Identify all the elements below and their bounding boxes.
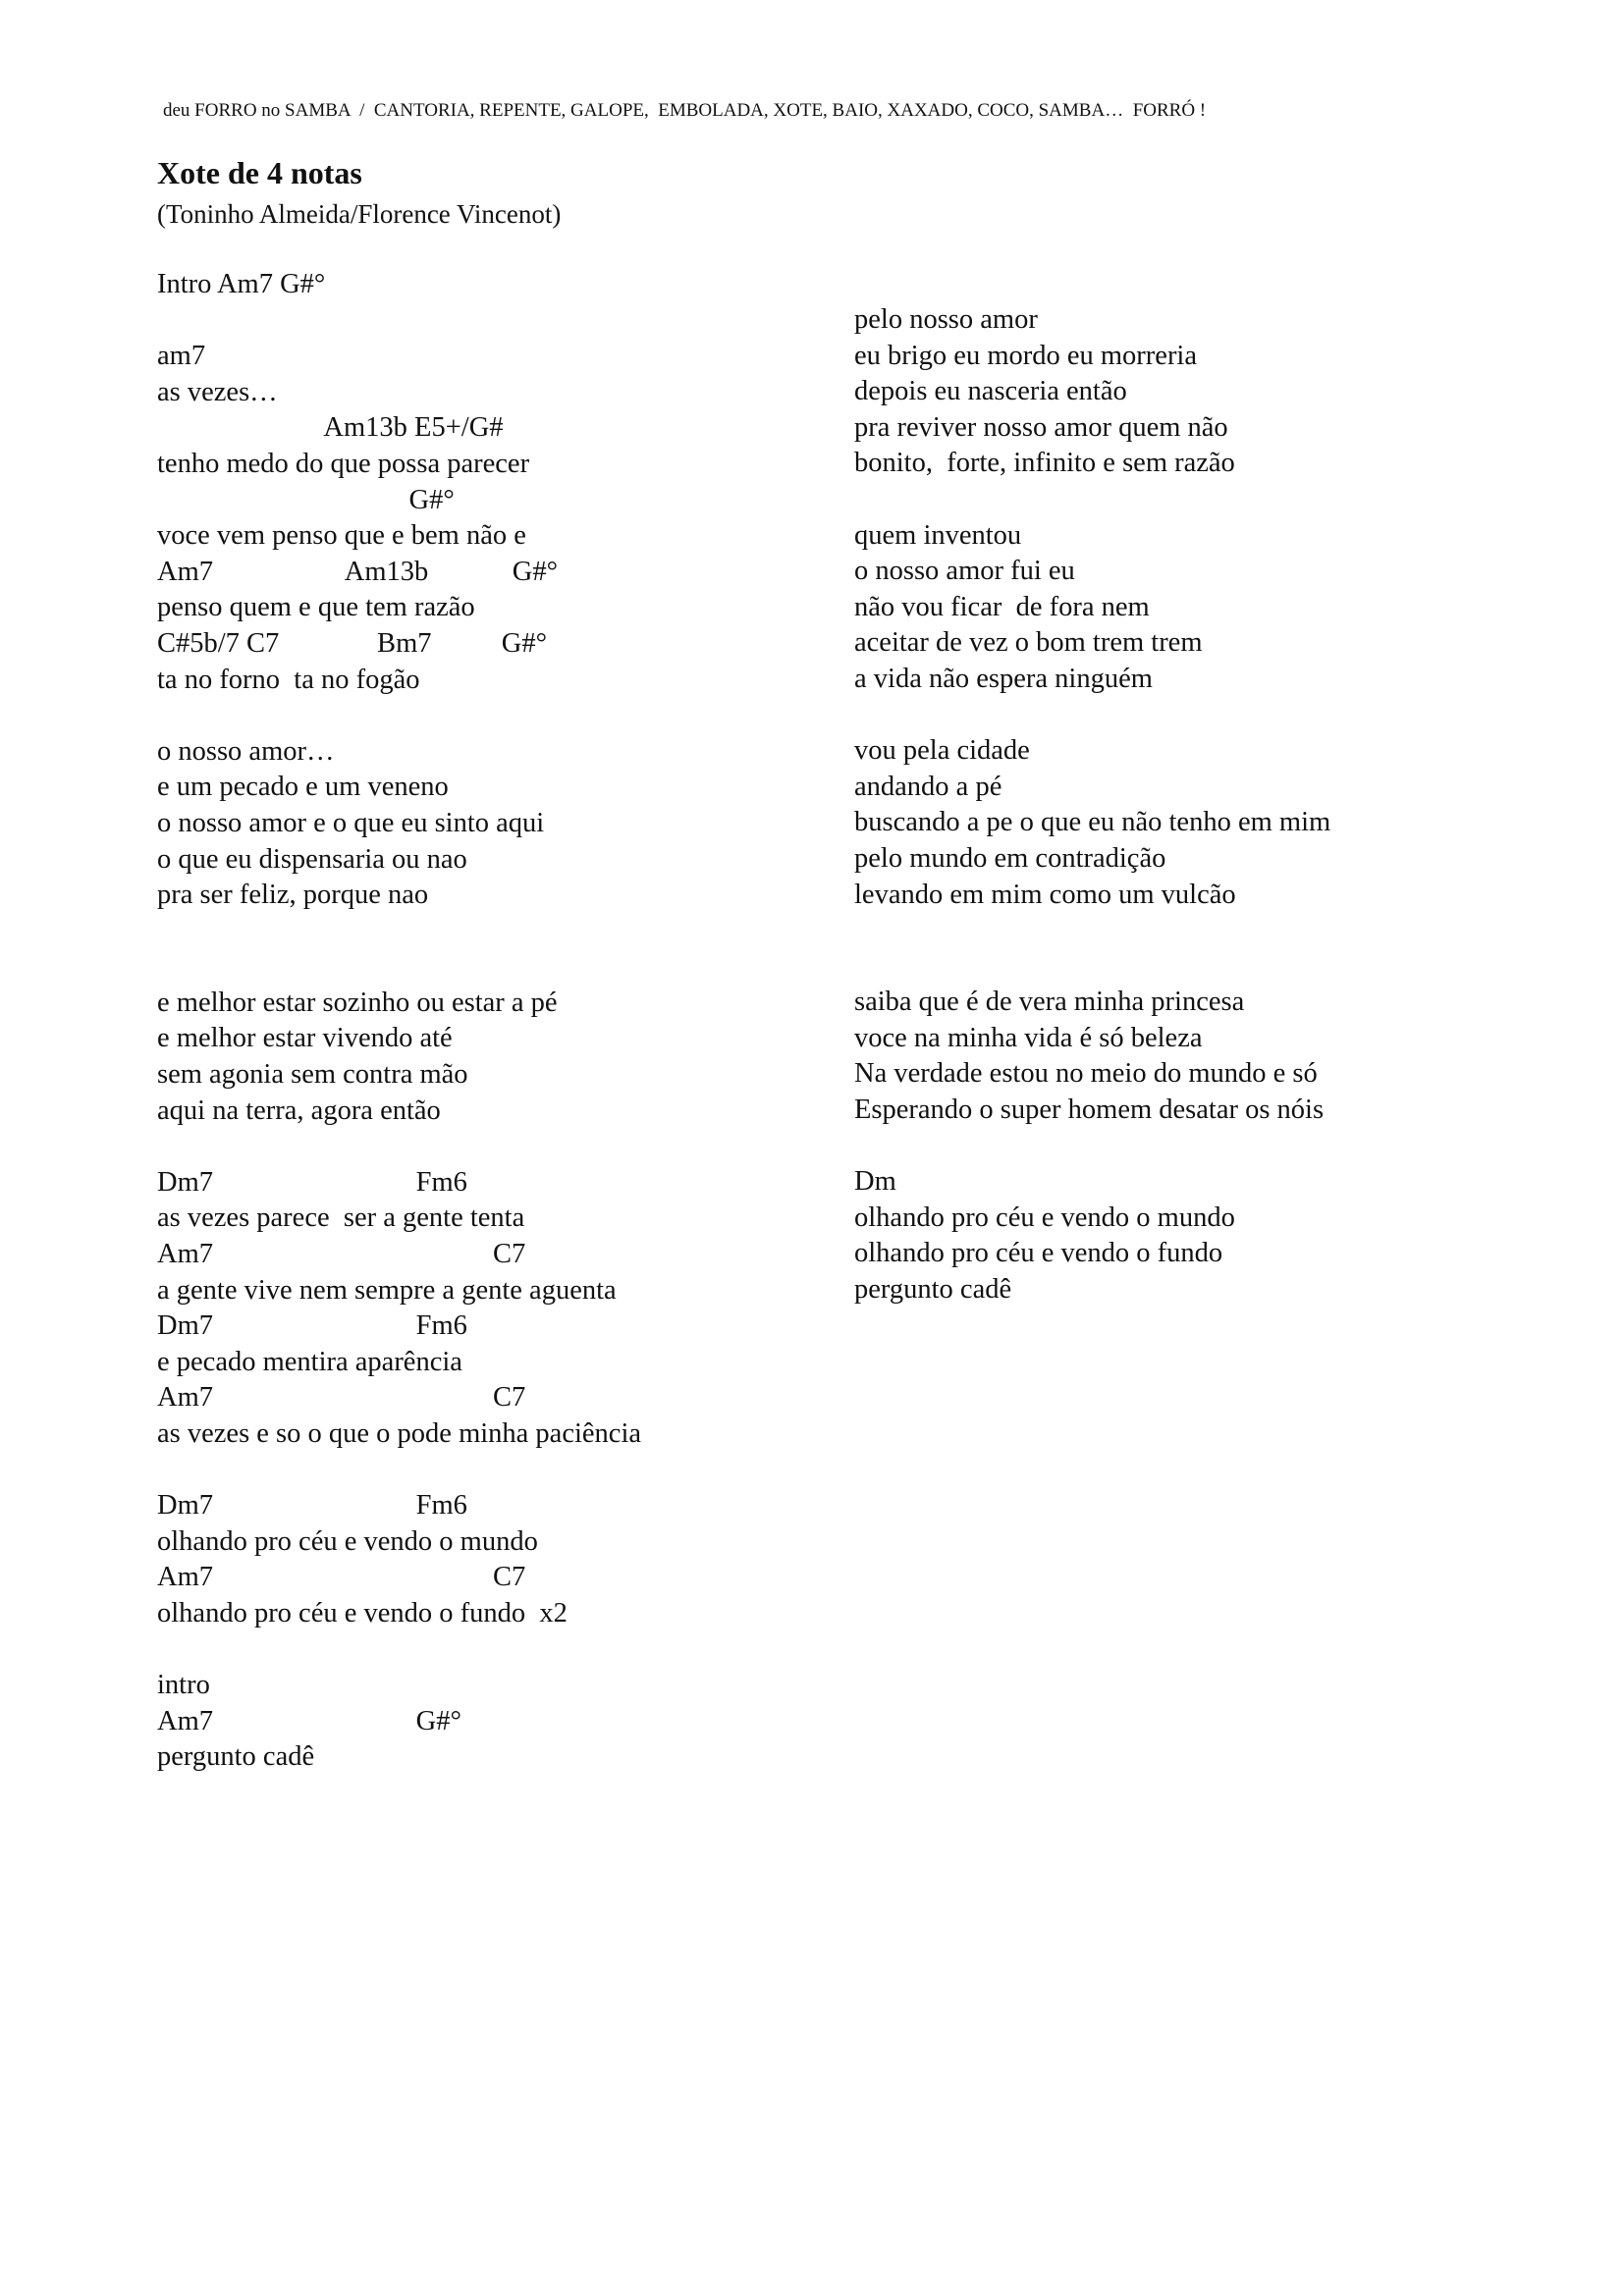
lyric-line: levando em mim como um vulcão — [854, 879, 1236, 910]
lyric-line: as vezes parece ser a gente tenta — [157, 1202, 525, 1234]
lyric-line: pra reviver nosso amor quem não — [854, 411, 1228, 443]
lyric-line: bonito, forte, infinito e sem razão — [854, 448, 1235, 479]
lyric-line: e um pecado e um veneno — [157, 772, 449, 803]
lyric-line: penso quem e que tem razão — [157, 592, 475, 623]
lyric-line: Dm7 Fm6 — [157, 1310, 467, 1342]
lyric-line: as vezes e so o que o pode minha paciência — [157, 1418, 642, 1449]
blank-line — [157, 1453, 641, 1489]
blank-line — [157, 1632, 641, 1669]
lyric-line: a vida não espera ninguém — [854, 663, 1153, 694]
page-header: deu FORRO no SAMBA / CANTORIA, REPENTE, GALOPE, EMBOLADA, XOTE, BAIO, XAXADO, COCO, SAMBA… FORRÓ ! — [163, 100, 1207, 121]
lyric-line: Am7 C7 — [157, 1562, 526, 1593]
lyric-line: voce vem penso que e bem não e — [157, 520, 526, 552]
lyric-line: buscando a pe o que eu não tenho em mim — [854, 807, 1331, 838]
lyric-line: pergunto cadê — [157, 1741, 315, 1773]
lyric-line: intro — [157, 1670, 210, 1701]
lyric-line: o nosso amor fui eu — [854, 556, 1075, 587]
blank-line — [157, 914, 641, 950]
lyric-line: Am13b E5+/G# — [157, 412, 504, 444]
blank-line — [854, 949, 1330, 986]
song-title: Xote de 4 notas — [157, 155, 362, 190]
lyric-line: Dm — [854, 1166, 896, 1198]
lyric-line: Dm7 Fm6 — [157, 1490, 467, 1522]
lyric-line: ta no forno ta no fogão — [157, 664, 420, 695]
lyric-line: Am7 Am13b G#° — [157, 556, 559, 587]
lyric-line: aceitar de vez o bom trem trem — [854, 627, 1203, 659]
blank-line — [854, 1129, 1330, 1165]
lyric-line: olhando pro céu e vendo o mundo — [854, 1201, 1235, 1233]
blank-line — [854, 698, 1330, 734]
blank-line — [157, 1129, 641, 1165]
blank-line — [157, 698, 641, 734]
lyric-line: olhando pro céu e vendo o fundo — [854, 1238, 1223, 1269]
lyrics-right-column — [854, 302, 1330, 1308]
lyric-line: olhando pro céu e vendo o fundo x2 — [157, 1597, 568, 1629]
lyric-line: as vezes… — [157, 376, 278, 407]
lyric-line: Esperando o super homem desatar os nóis — [854, 1095, 1325, 1126]
lyric-line: depois eu nasceria então — [854, 376, 1127, 407]
lyric-line: am7 — [157, 341, 206, 372]
lyric-line: não vou ficar de fora nem — [854, 591, 1150, 622]
lyric-line: andando a pé — [854, 771, 1002, 802]
lyric-line: quem inventou — [854, 519, 1022, 551]
lyric-line: pra ser feliz, porque nao — [157, 880, 429, 911]
lyric-line: pergunto cadê — [854, 1274, 1012, 1306]
lyric-line: Am7 C7 — [157, 1239, 526, 1270]
lyric-line: eu brigo eu mordo eu morreria — [854, 340, 1197, 371]
blank-line — [854, 482, 1330, 518]
lyric-line: tenho medo do que possa parecer — [157, 448, 530, 479]
lyric-line: voce na minha vida é só beleza — [854, 1022, 1203, 1053]
lyric-line: Dm7 Fm6 — [157, 1166, 467, 1198]
lyric-line: G#° — [157, 484, 455, 515]
blank-line — [157, 949, 641, 986]
lyric-line: Na verdade estou no meio do mundo e só — [854, 1058, 1318, 1090]
lyric-line: C#5b/7 C7 Bm7 G#° — [157, 627, 547, 659]
lyric-line: pelo nosso amor — [854, 304, 1038, 335]
lyric-line: a gente vive nem sempre a gente aguenta — [157, 1274, 617, 1306]
lyric-line: olhando pro céu e vendo o mundo — [157, 1525, 538, 1557]
song-authors: (Toninho Almeida/Florence Vincenot) — [157, 199, 562, 229]
blank-line — [854, 913, 1330, 949]
lyric-line: vou pela cidade — [854, 735, 1030, 767]
lyric-line: Am7 C7 — [157, 1382, 526, 1414]
lyric-line: o que eu dispensaria ou nao — [157, 843, 467, 875]
lyric-line: Am7 G#° — [157, 1705, 461, 1736]
lyric-line: e melhor estar sozinho ou estar a pé — [157, 987, 558, 1018]
lyric-line: aqui na terra, agora então — [157, 1095, 441, 1126]
lyric-line: o nosso amor… — [157, 735, 335, 767]
blank-line — [157, 303, 641, 340]
lyrics-left-column — [157, 267, 641, 1776]
lyric-line: o nosso amor e o que eu sinto aqui — [157, 807, 545, 838]
lyric-line: sem agonia sem contra mão — [157, 1059, 468, 1091]
lyric-line: pelo mundo em contradição — [854, 842, 1166, 874]
lyric-line: Intro Am7 G#° — [157, 269, 326, 299]
lyric-line: e melhor estar vivendo até — [157, 1023, 453, 1054]
lyric-line: saiba que é de vera minha princesa — [854, 987, 1245, 1018]
lyric-line: e pecado mentira aparência — [157, 1346, 462, 1377]
